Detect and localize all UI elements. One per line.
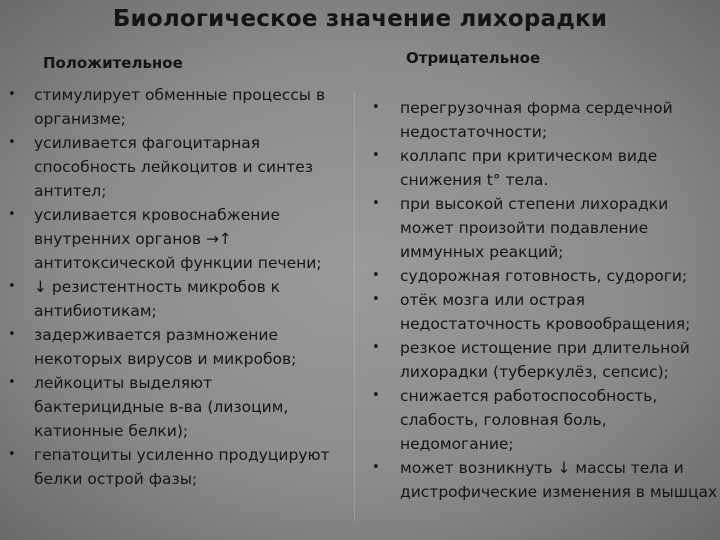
list-item-text: иммунных реакций; [400,243,564,261]
list-item-text: белки острой фазы; [34,470,198,488]
bullet-icon: • [372,292,380,307]
bullet-icon: • [8,375,16,390]
list-item-text: резкое истощение при длительной [400,339,690,357]
list-item-text: усиливается кровоснабжение [34,206,280,224]
list-item-text: недомогание; [400,435,514,453]
list-item [372,384,720,456]
list-item [372,264,720,288]
list-item-text: способность лейкоцитов и синтез [34,158,314,176]
list-item-text: внутренних органов →↑ [34,230,232,248]
bullet-icon: • [8,135,16,150]
bullet-icon: • [8,447,16,462]
list-item-text: задерживается размножение [34,326,278,344]
list-item-text: при высокой степени лихорадки [400,195,669,213]
list-item-text: ↓ резистентность микробов к [34,278,281,296]
negative-column-header: Отрицательное [406,49,541,67]
list-item [8,323,346,371]
list-item-text: снижения t° тела. [400,171,549,189]
bullet-icon: • [372,340,380,355]
list-item [372,288,720,336]
list-item [8,443,346,491]
bullet-icon: • [8,279,16,294]
list-item-text: лейкоциты выделяют [34,374,213,392]
bullet-icon: • [372,100,380,115]
page-title: Биологическое значение лихорадки [112,6,608,32]
list-item-text: недостаточности; [400,123,548,141]
list-item [8,371,346,443]
bullet-icon: • [8,207,16,222]
list-item-text: лихорадки (туберкулёз, сепсис); [400,363,669,381]
list-item-text: коллапс при критическом виде [400,147,658,165]
list-item-text: стимулирует обменные процессы в [34,86,326,104]
list-item-text: слабость, головная боль, [400,411,607,429]
bullet-icon: • [8,327,16,342]
positive-column-header: Положительное [43,54,183,72]
list-item [372,336,720,384]
list-item [8,131,346,203]
list-item-text: антитоксической функции печени; [34,254,322,272]
negative-effects-list [372,96,720,504]
list-item [8,275,346,323]
list-item [8,83,346,131]
list-item-text: может произойти подавление [400,219,649,237]
list-item-text: недостаточность кровообращения; [400,315,691,333]
list-item-text: антител; [34,182,107,200]
list-item [8,203,346,275]
list-item-text: может возникнуть ↓ массы тела и [400,459,684,477]
list-item-text: организме; [34,110,126,128]
bullet-icon: • [372,388,380,403]
list-item-text: бактерицидные в-ва (лизоцим, [34,398,289,416]
list-item-text: дистрофические изменения в мышцах [400,483,718,501]
bullet-icon: • [372,148,380,163]
list-item-text: перегрузочная форма сердечной [400,99,673,117]
list-item [372,456,720,504]
list-item-text: снижается работоспособность, [400,387,658,405]
bullet-icon: • [372,460,380,475]
list-item [372,144,720,192]
list-item-text: катионные белки); [34,422,189,440]
list-item-text: усиливается фагоцитарная [34,134,261,152]
list-item [372,192,720,264]
positive-effects-list [8,83,346,491]
list-item-text: отёк мозга или острая [400,291,586,309]
list-item [372,96,720,144]
bullet-icon: • [372,268,380,283]
bullet-icon: • [372,196,380,211]
list-item-text: гепатоциты усиленно продуцируют [34,446,330,464]
bullet-icon: • [8,87,16,102]
list-item-text: судорожная готовность, судороги; [400,267,688,285]
list-item-text: антибиотикам; [34,302,157,320]
column-divider [354,92,355,522]
list-item-text: некоторых вирусов и микробов; [34,350,297,368]
